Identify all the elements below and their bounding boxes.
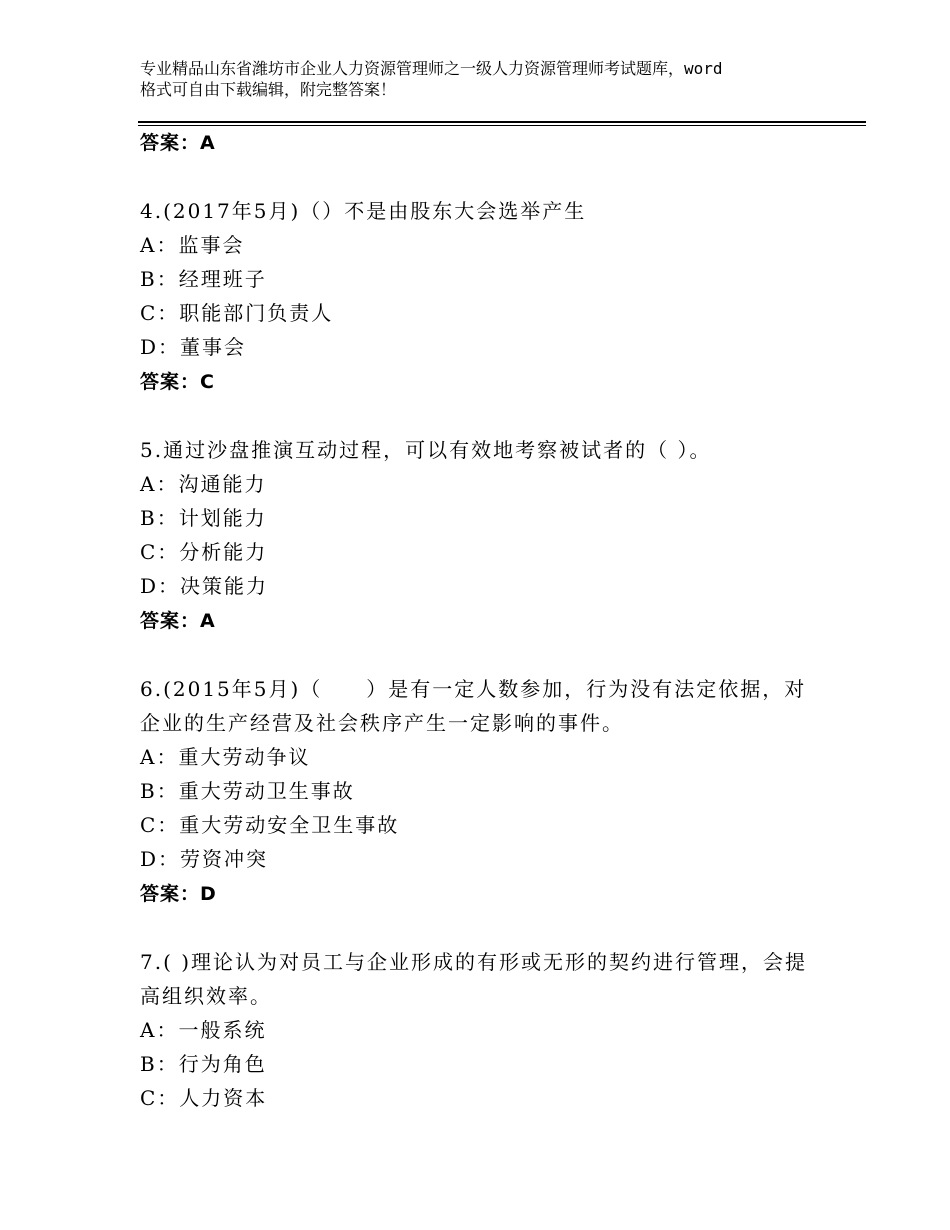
question-7-option-b: B：行为角色 [140, 1052, 267, 1076]
question-6-option-b: B：重大劳动卫生事故 [140, 779, 355, 803]
question-7-stem-line-1: 7.( )理论认为对员工与企业形成的有形或无形的契约进行管理，会提 [140, 950, 808, 974]
question-6-stem-line-1: 6.(2015年5月)（ ）是有一定人数参加，行为没有法定依据，对 [140, 677, 807, 701]
question-7-option-c: C：人力资本 [140, 1086, 268, 1110]
question-4-option-c: C：职能部门负责人 [140, 301, 334, 325]
question-5-option-b: B：计划能力 [140, 506, 267, 530]
question-5-option-c: C：分析能力 [140, 540, 268, 564]
header-line-2: 格式可自由下载编辑，附完整答案！ [140, 80, 397, 99]
question-6-option-d: D：劳资冲突 [140, 847, 269, 871]
question-4-answer: 答案：C [140, 371, 215, 393]
question-6-answer: 答案：D [140, 883, 217, 905]
question-5-option-d: D：决策能力 [140, 574, 269, 598]
question-7-option-a: A：一般系统 [140, 1018, 267, 1042]
question-5-stem: 5.通过沙盘推演互动过程，可以有效地考察被试者的（ ）。 [140, 438, 712, 462]
question-6-stem-line-2: 企业的生产经营及社会秩序产生一定影响的事件。 [140, 711, 624, 735]
header-rule-thick [138, 121, 866, 123]
previous-answer: 答案：A [140, 132, 216, 154]
question-6-option-c: C：重大劳动安全卫生事故 [140, 813, 400, 837]
question-6-option-a: A：重大劳动争议 [140, 745, 311, 769]
header-rule-thin [138, 125, 866, 126]
question-4-stem: 4.(2017年5月)（）不是由股东大会选举产生 [140, 199, 587, 223]
question-4-option-a: A：监事会 [140, 233, 245, 257]
header-line-1: 专业精品山东省潍坊市企业人力资源管理师之一级人力资源管理师考试题库，word [140, 59, 723, 78]
question-5-option-a: A：沟通能力 [140, 472, 267, 496]
question-7-stem-line-2: 高组织效率。 [140, 984, 272, 1008]
question-4-option-d: D：董事会 [140, 335, 247, 359]
question-4-option-b: B：经理班子 [140, 267, 267, 291]
page-header [140, 58, 820, 100]
question-5-answer: 答案：A [140, 610, 216, 632]
